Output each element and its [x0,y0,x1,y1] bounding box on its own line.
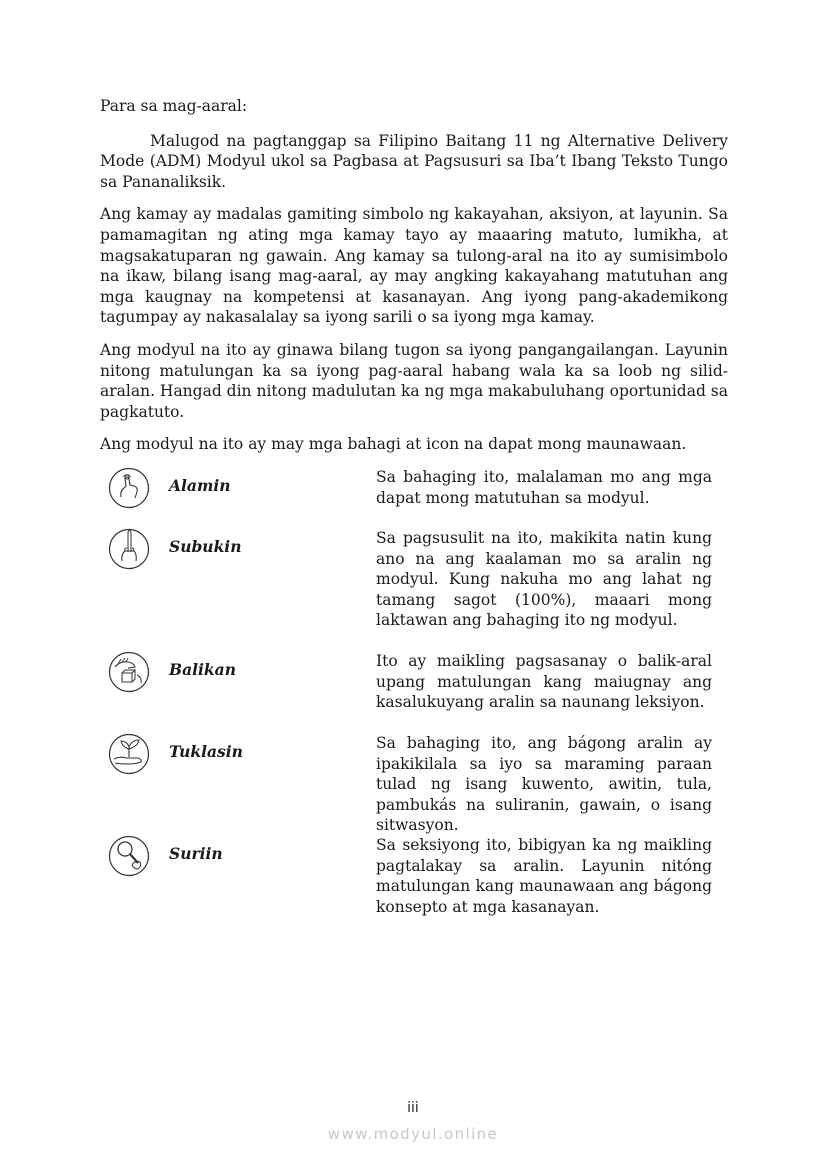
hands-with-cube-icon [108,651,150,693]
module-purpose-paragraph: Ang modyul na ito ay ginawa bilang tugon sa iyong pangangailangan. Layunin nitong matulungan ka sa iyong pag-aaral habang wala ka sa loob ng silid-aralan. Hangad din nitong madulutan ka ng mga makabuluhang oportunidad sa pagkatuto. [100,340,728,421]
section-desc-alamin: Sa bahaging ito, malalaman mo ang mga dapat mong matutuhan sa modyul. [376,468,712,507]
section-desc-subukin: Sa pagsusulit na ito, makikita natin kung ano na ang kaalaman mo sa aralin ng modyul. Kung nakuha mo ang lahat ng tamang sagot (100%), maaari mong laktawan ang bahaging ito ng modyul. [376,529,712,630]
section-name-balikan: Balikan [169,660,236,679]
section-desc-suriin: Sa seksiyong ito, bibigyan ka ng maikling pagtalakay sa aralin. Layunin nitóng matulungan kang maunawaan ang bágong konsepto at mga kasanayan. [376,836,712,916]
hand-with-magnifier-icon [108,835,150,877]
salutation: Para sa mag-aaral: [100,97,248,115]
page-number: iii [407,1100,419,1116]
section-name-subukin: Subukin [169,537,242,556]
section-name-tuklasin: Tuklasin [169,742,243,761]
watermark: www.modyul.online [327,1125,499,1143]
document-body [100,96,728,467]
sections-intro-line: Ang modyul na ito ay may mga bahagi at icon na dapat mong maunawaan. [100,435,687,454]
hand-holding-pencil-icon [108,528,150,570]
section-name-alamin: Alamin [169,476,231,495]
section-desc-tuklasin: Sa bahaging ito, ang bágong aralin ay ipakikilala sa iyo sa maraming paraan tulad ng isang kuwento, awitin, tula, pambukás na suliranin, gawain, o isang sitwasyon. [376,734,712,835]
welcome-paragraph: Malugod na pagtanggap sa Filipino Baitang 11 ng Alternative Delivery Mode (ADM) Modyul ukol sa Pagbasa at Pagsusuri sa Iba’t Ibang Teksto Tungo sa Pananaliksik. [100,131,728,191]
hand-with-sprout-icon [108,733,150,775]
section-desc-balikan: Ito ay maikling pagsasanay o balik-aral upang matulungan kang maiugnay ang kasalukuyang aralin sa naunang leksiyon. [376,652,712,712]
hand-symbol-paragraph: Ang kamay ay madalas gamiting simbolo ng kakayahan, aksiyon, at layunin. Sa pamamagitan ng ating mga kamay tayo ay maaaring matuto, lumikha, at magsakatuparan ng gawain. Ang kamay sa tulong-aral na ito ay sumisimbolo na ikaw, bilang isang mag-aaral, ay may angking kakayahang matutuhan ang mga kaugnay na kompetensi at kasanayan. Ang iyong pang-akademikong tagumpay ay nakasalalay sa iyong sarili o sa iyong mga kamay. [100,205,728,327]
section-name-suriin: Suriin [169,844,223,863]
pointing-hand-icon [108,467,150,509]
